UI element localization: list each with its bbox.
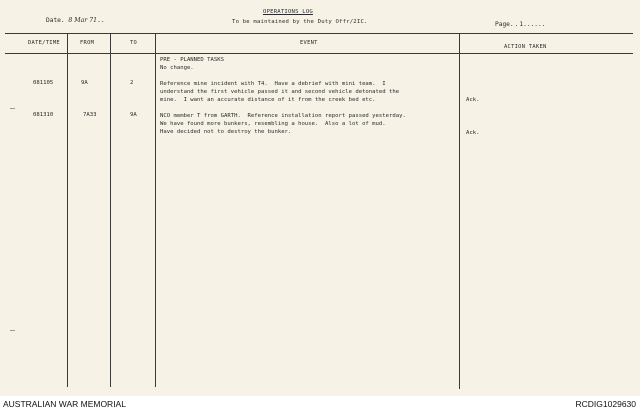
column-header-event: EVENT	[300, 40, 318, 46]
entry-event-line: Reference mine incident with T4. Have a debrief with mini team. I	[160, 81, 386, 87]
entry-event-line: mine. I want an accurate distance of it from the creek bed etc.	[160, 97, 376, 103]
entry-from: 7A33	[83, 112, 97, 118]
entry-event-line: NCO member T from GARTH. Reference installation report passed yesterday.	[160, 113, 406, 119]
punch-mark	[10, 330, 15, 331]
entry-action: Ack.	[466, 130, 480, 136]
date-field	[46, 18, 105, 24]
page-trail: ......	[523, 21, 546, 28]
entry-event-line: We have found more bunkers, resembling a house. Also a lot of mud.	[160, 121, 386, 127]
date-label: Date.	[46, 17, 65, 24]
column-header-to: TO	[130, 40, 138, 46]
page-title: OPERATIONS LOG	[263, 9, 313, 15]
archive-footer	[0, 396, 640, 411]
punch-mark	[10, 108, 15, 109]
maintained-by-note: To be maintained by the Duty Offr/2IC.	[232, 19, 368, 25]
entry-to: 2	[130, 80, 134, 86]
entry-event-line: Have decided not to destroy the bunker.	[160, 129, 292, 135]
entry-action: Ack.	[466, 97, 480, 103]
column-header-from: FROM	[80, 40, 95, 46]
preamble-note: No change.	[160, 65, 194, 71]
date-trail: ..	[97, 17, 105, 24]
entry-datetime: 081105	[33, 80, 54, 86]
entry-event-line: understand the first vehicle passed it and second vehicle detonated the	[160, 89, 400, 95]
date-value: 8 Mar 71	[68, 17, 98, 24]
archive-reference: RCDIG1029630	[575, 399, 636, 409]
column-divider	[110, 33, 111, 387]
page-number-field: Page..1......	[495, 21, 546, 28]
entry-from: 9A	[81, 80, 88, 86]
column-header-action: ACTION TAKEN	[504, 44, 547, 50]
entry-datetime: 081310	[33, 112, 54, 118]
entry-to: 9A	[130, 112, 137, 118]
column-header-datetime: DATE/TIME	[28, 40, 60, 46]
table-top-rule	[5, 33, 633, 34]
page-label: Page	[495, 21, 510, 28]
archive-name: AUSTRALIAN WAR MEMORIAL	[3, 399, 126, 409]
column-divider	[67, 33, 68, 387]
page-value: 1	[519, 21, 524, 28]
column-divider	[155, 33, 156, 387]
preamble-heading: PRE - PLANNED TASKS	[160, 57, 224, 63]
table-header-rule	[5, 53, 633, 54]
